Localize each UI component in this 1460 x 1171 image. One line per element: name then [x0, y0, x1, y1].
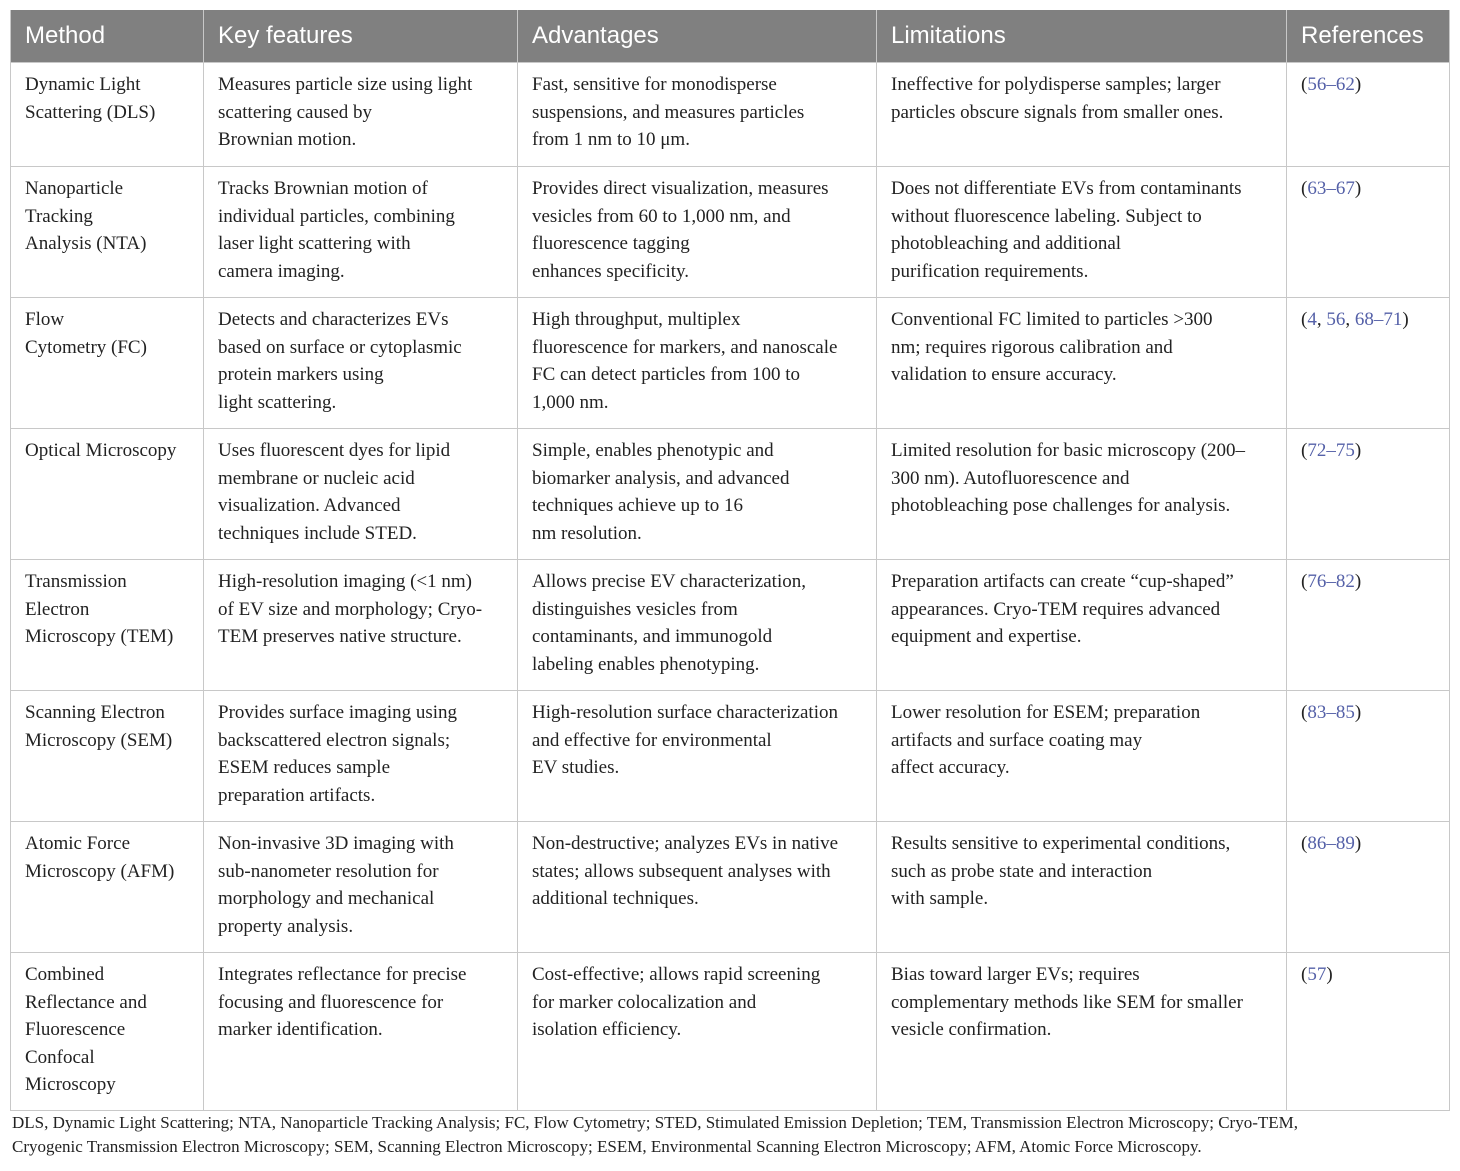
reference-punctuation: ,: [1345, 309, 1355, 330]
cell-method: Combined Reflectance and Fluorescence Confocal Microscopy: [11, 953, 204, 1111]
cell-method: Scanning Electron Microscopy (SEM): [11, 691, 204, 822]
cell-key-features: Uses fluorescent dyes for lipid membrane or nucleic acid visualization. Advanced techniques include STED.: [204, 429, 518, 560]
cell-advantages: Fast, sensitive for monodisperse suspensions, and measures particles from 1 nm to 10 μm.: [518, 63, 877, 167]
reference-link[interactable]: 68–71: [1354, 309, 1403, 330]
cell-method: Nanoparticle Tracking Analysis (NTA): [11, 167, 204, 298]
cell-key-features: Measures particle size using light scattering caused by Brownian motion.: [204, 63, 518, 167]
reference-punctuation: ): [1326, 964, 1333, 985]
cell-limitations: Preparation artifacts can create “cup-shaped” appearances. Cryo-TEM requires advanced equipment and expertise.: [877, 560, 1287, 691]
reference-punctuation: ): [1354, 833, 1362, 854]
cell-advantages: Non-destructive; analyzes EVs in native states; allows subsequent analyses with additional techniques.: [518, 822, 877, 953]
cell-limitations: Results sensitive to experimental conditions, such as probe state and interaction with sample.: [877, 822, 1287, 953]
table-row: [11, 822, 1450, 953]
reference-link[interactable]: 76–82: [1307, 571, 1355, 592]
cell-key-features: Tracks Brownian motion of individual particles, combining laser light scattering with camera imaging.: [204, 167, 518, 298]
header-key-features: Key features: [204, 10, 518, 63]
cell-references: [1287, 63, 1450, 167]
cell-advantages: Cost-effective; allows rapid screening for marker colocalization and isolation efficiency.: [518, 953, 877, 1111]
cell-method: Flow Cytometry (FC): [11, 298, 204, 429]
reference-link[interactable]: 83–85: [1307, 702, 1355, 723]
reference-punctuation: ): [1354, 571, 1362, 592]
reference-link[interactable]: 57: [1307, 964, 1327, 985]
cell-method: Dynamic Light Scattering (DLS): [11, 63, 204, 167]
header-limitations: Limitations: [877, 10, 1287, 63]
cell-key-features: Detects and characterizes EVs based on surface or cytoplasmic protein markers using light scattering.: [204, 298, 518, 429]
reference-punctuation: (: [1301, 309, 1308, 330]
table-row: [11, 298, 1450, 429]
cell-references: [1287, 691, 1450, 822]
cell-limitations: Limited resolution for basic microscopy (200– 300 nm). Autofluorescence and photobleaching pose challenges for analysis.: [877, 429, 1287, 560]
reference-link[interactable]: 63–67: [1307, 178, 1355, 199]
table-header-row: [11, 10, 1450, 63]
methods-table: [10, 10, 1450, 1111]
reference-punctuation: (: [1301, 178, 1308, 199]
reference-link[interactable]: 4: [1307, 309, 1317, 330]
cell-references: [1287, 298, 1450, 429]
reference-punctuation: (: [1301, 833, 1308, 854]
reference-link[interactable]: 56–62: [1307, 74, 1355, 95]
cell-method: Optical Microscopy: [11, 429, 204, 560]
reference-punctuation: (: [1301, 964, 1308, 985]
cell-references: [1287, 822, 1450, 953]
table-row: [11, 953, 1450, 1111]
header-method: Method: [11, 10, 204, 63]
cell-key-features: Non-invasive 3D imaging with sub-nanometer resolution for morphology and mechanical property analysis.: [204, 822, 518, 953]
table-row: [11, 691, 1450, 822]
cell-references: [1287, 429, 1450, 560]
table-row: [11, 429, 1450, 560]
table-footnote: DLS, Dynamic Light Scattering; NTA, Nanoparticle Tracking Analysis; FC, Flow Cytometry; STED, Stimulated Emission Depletion; TEM, Transmission Electron Microscopy; Cryo-TEM, Cryogenic Transmission Electron Microscopy; SEM, Scanning Electron Microscopy; ESEM, Environmental Scanning Electron Microscopy; AFM, Atomic Force Microscopy.: [12, 1113, 1298, 1156]
cell-advantages: Allows precise EV characterization, distinguishes vesicles from contaminants, and immunogold labeling enables phenotyping.: [518, 560, 877, 691]
cell-limitations: Does not differentiate EVs from contaminants without fluorescence labeling. Subject to photobleaching and additional purification requirements.: [877, 167, 1287, 298]
reference-punctuation: (: [1301, 571, 1308, 592]
cell-method: Transmission Electron Microscopy (TEM): [11, 560, 204, 691]
reference-link[interactable]: 86–89: [1307, 833, 1355, 854]
cell-references: [1287, 560, 1450, 691]
cell-method: Atomic Force Microscopy (AFM): [11, 822, 204, 953]
reference-link[interactable]: 72–75: [1307, 440, 1355, 461]
reference-punctuation: ,: [1316, 309, 1327, 330]
header-references: References: [1287, 10, 1450, 63]
table-row: [11, 560, 1450, 691]
cell-key-features: Provides surface imaging using backscattered electron signals; ESEM reduces sample preparation artifacts.: [204, 691, 518, 822]
cell-key-features: Integrates reflectance for precise focusing and fluorescence for marker identification.: [204, 953, 518, 1111]
table-row: [11, 63, 1450, 167]
reference-punctuation: ): [1354, 178, 1362, 199]
reference-punctuation: (: [1301, 440, 1308, 461]
cell-advantages: High throughput, multiplex fluorescence for markers, and nanoscale FC can detect particles from 100 to 1,000 nm.: [518, 298, 877, 429]
table-container: [10, 10, 1450, 1111]
table-row: [11, 167, 1450, 298]
cell-advantages: Provides direct visualization, measures vesicles from 60 to 1,000 nm, and fluorescence tagging enhances specificity.: [518, 167, 877, 298]
reference-link[interactable]: 56: [1326, 309, 1346, 330]
cell-limitations: Lower resolution for ESEM; preparation artifacts and surface coating may affect accuracy.: [877, 691, 1287, 822]
header-advantages: Advantages: [518, 10, 877, 63]
reference-punctuation: ): [1354, 702, 1362, 723]
cell-advantages: Simple, enables phenotypic and biomarker analysis, and advanced techniques achieve up to 16 nm resolution.: [518, 429, 877, 560]
reference-punctuation: ): [1354, 440, 1362, 461]
reference-punctuation: (: [1301, 74, 1308, 95]
reference-punctuation: ): [1354, 74, 1362, 95]
reference-punctuation: (: [1301, 702, 1308, 723]
table-body: [11, 63, 1450, 1111]
cell-references: [1287, 953, 1450, 1111]
reference-punctuation: ): [1402, 309, 1409, 330]
cell-advantages: High-resolution surface characterization and effective for environmental EV studies.: [518, 691, 877, 822]
cell-limitations: Conventional FC limited to particles >300 nm; requires rigorous calibration and validation to ensure accuracy.: [877, 298, 1287, 429]
cell-limitations: Bias toward larger EVs; requires complementary methods like SEM for smaller vesicle confirmation.: [877, 953, 1287, 1111]
cell-limitations: Ineffective for polydisperse samples; larger particles obscure signals from smaller ones.: [877, 63, 1287, 167]
cell-key-features: High-resolution imaging (<1 nm) of EV size and morphology; Cryo- TEM preserves native structure.: [204, 560, 518, 691]
cell-references: [1287, 167, 1450, 298]
